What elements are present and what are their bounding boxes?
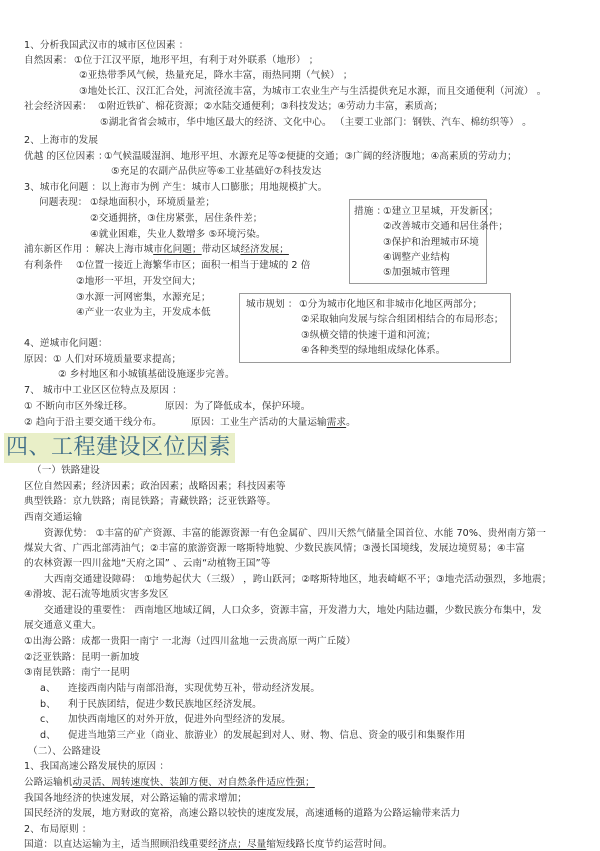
measure-4: ④调整产业结构: [383, 252, 450, 263]
measure-3: ③保护和治理城市环境: [383, 237, 479, 248]
s7-reason-2-a: 原因：工业生产活动的大量运输: [191, 417, 327, 428]
s2-title: 2、上海市的发展: [24, 135, 99, 146]
part4-heading: 四、工程建设区位因素: [4, 433, 235, 463]
s7-point-2: ② 趋向于沿主要交通干线分布。: [24, 417, 162, 428]
s1-natural-1: ①位于江汉平原，地形平坦，有利于对外联系（地形） ；: [74, 55, 319, 66]
road-p1: [24, 838, 392, 851]
road-r3: 国民经济的发展，地方财政的宽裕，高速公路以较快的速度发展，高速通畅的道路为公路运输带来活力: [24, 808, 461, 819]
s3-pudong-d: 经济发展；: [240, 244, 289, 255]
road-title: （二）、公路建设: [28, 746, 101, 757]
obstacles-2: ④滑坡、泥石流等地质灾害多发区: [24, 589, 169, 600]
s2-label: 优越 的区位因素 ：: [24, 151, 108, 162]
road-q1: 1、我国高速公路发展快的原因 ：: [24, 761, 170, 772]
s3-title: 3、城市化问题 ：以上海市为例 产生：城市人口膨胀；用地规模扩大。: [24, 182, 328, 193]
measures-box: [349, 199, 509, 284]
s4-reasons-label: 原因：: [24, 354, 54, 365]
effect-d: 促进当地第三产业（商业、旅游业）的发展起到对人、财、物、信息、资金的吸引和集聚作用: [68, 730, 466, 741]
southwest-title: 西南交通运输: [24, 512, 83, 523]
obstacles-1: 大西南交通建设障碍： ①地势起伏大（三级） ，跨山跃河；②喀斯特地区，地表崎岖不平；③地壳活动强烈，多地震；: [44, 574, 552, 585]
s7-reason-2: [191, 416, 356, 429]
s1-title: 1、分析我国武汉市的城市区位因素 ：: [24, 40, 189, 51]
rail-typical: 典型铁路：京九铁路；南昆铁路；青藏铁路；泛亚铁路等。: [24, 496, 277, 507]
road-p1-b: 济点；尽量: [217, 839, 267, 850]
s3-favorable-1: ①位置一接近上海繁华市区；面积一相当于建城的 2 倍: [76, 260, 311, 271]
planning-label: 城市规划 ：: [246, 299, 298, 310]
planning-2: ②采取轴向发展与综合组团相结合的布局形态；: [301, 314, 504, 325]
route-3: ③南昆铁路：南宁一昆明: [24, 667, 130, 678]
s1-social-1: ①附近铁矿、棉花资源；②水陆交通便利；③科技发达；④劳动力丰富，素质高；: [98, 101, 444, 112]
s3-problem-3: ④就业困难，失业人数增多 ⑤环境污染。: [90, 229, 266, 240]
s3-favorable-2: ②地形一平坦，开发空间大；: [76, 276, 202, 287]
route-2: ②泛亚铁路：昆明一新加坡: [24, 652, 140, 663]
s3-pudong: [24, 243, 303, 256]
s3-favorable-4: ④产业一农业为主，开发成本低: [76, 307, 211, 318]
s3-pudong-c: 带动区域: [201, 244, 241, 255]
s1-social-label: 社会经济因素：: [24, 101, 92, 112]
effect-b: 利于民族团结，促进少数民族地区经济发展。: [68, 699, 262, 710]
planning-4: ④各种类型的绿地组成绿化体系。: [301, 345, 446, 356]
effect-c-key: c、: [40, 714, 56, 725]
s7-reason-2-b: 需求: [326, 417, 347, 428]
effect-a-key: a、: [40, 683, 56, 694]
s3-favorable-label: 有利条件: [24, 260, 63, 271]
road-r1-b: 动灵活、周转速度快、装卸方便、对自然条件适应性强；: [72, 777, 315, 788]
planning-3: ③纵横交错的快速干道和河流；: [301, 330, 436, 341]
s7-reason-2-c: 。: [346, 417, 356, 428]
s2-line-1: ①气候温暖湿润、地形平坦、水源充足等②便捷的交通；③广阔的经济腹地；④高素质的劳动力；: [104, 151, 517, 162]
s1-natural-3: ③地处长江、汉江汇合处，河流径流丰富，为城市工农业生产与生活提供充足水源，而且交通便利（河流） 。: [79, 86, 547, 97]
road-r1-a: 公路运输机: [24, 777, 73, 788]
measure-1: ①建立卫星城，开发新区；: [383, 206, 499, 217]
s7-reason-1: 原因：为了降低成本，保护环境。: [165, 401, 311, 412]
route-1: ①出海公路：成都一贵阳一南宁 一北海（过四川盆地一云贵高原一两广丘陵）: [24, 636, 356, 647]
measure-2: ②改善城市交通和居住条件；: [383, 221, 509, 232]
s1-natural-label: 自然因素：: [24, 55, 73, 66]
planning-1: ①分为城市化地区和非城市化地区两部分；: [299, 299, 483, 310]
s3-pudong-b: 市化问题；: [153, 244, 202, 255]
effect-d-key: d、: [40, 730, 56, 741]
s3-problems-label: 问题表现：: [39, 197, 88, 208]
s3-pudong-label: 浦东新区作用 ：: [24, 244, 96, 255]
s1-natural-2: ②亚热带季风气候，热量充足，降水丰富，雨热同期（气候） ；: [79, 70, 353, 81]
s3-problem-2: ②交通拥挤，③住房紧张，居住条件差；: [90, 213, 263, 224]
s3-pudong-a: 解决上海市城: [95, 244, 154, 255]
s1-social-2: ⑤湖北省省会城市，华中地区最大的经济、文化中心。 （主要工业部门：钢铁、汽车、棉纺织等） 。: [100, 117, 532, 128]
importance-1: 交通建设的重要性： 西南地区地域辽阔，人口众多，资源丰富，开发潜力大，地处内陆边疆，少数民族分布集中，发: [44, 605, 542, 616]
s7-title: 7、 城市中工业区区位特点及原因 ：: [24, 385, 182, 396]
road-q2: 2、布局原则 ：: [24, 824, 92, 835]
importance-2: 展交通意义重大。: [24, 620, 102, 631]
rail-title: （一）铁路建设: [32, 465, 100, 476]
road-p1-c: 缩短线路长度节约运营时间。: [266, 839, 393, 850]
s3-problem-1: ①绿地面积小，环境质量差；: [90, 197, 216, 208]
s7-point-1: ① 不断向市区外缘迁移。: [24, 401, 133, 412]
resources-3: 的农林资源一四川盆地“天府之国” 、云南“动植物王国”等: [24, 558, 271, 569]
resources-1: 资源优势： ①丰富的矿产资源、丰富的能源资源一有色金属矿、四川天然气储量全国首位、水能 70%、贵州南方第一: [44, 528, 546, 539]
rail-factors: 区位自然因素；经济因素；政治因素；战略因素；科技因素等: [24, 481, 286, 492]
s2-line-2: ⑤充足的农副产品供应等⑥工业基础好⑦科技发达: [111, 166, 322, 177]
effect-a: 连接西南内陆与南部沿海，实现优势互补，带动经济发展。: [68, 683, 321, 694]
road-p1-a: 国道：以直达运输为主，适当照顾沿线重要经: [24, 839, 218, 850]
s4-title: 4、逆城市化问题：: [24, 338, 108, 349]
effect-c: 加快西南地区的对外开放，促进外向型经济的发展。: [68, 714, 291, 725]
road-r2: 我国各地经济的快速发展，对公路运输的需求增加；: [24, 793, 247, 804]
measures-label: 措施 ：: [354, 206, 387, 217]
s4-reason-2: ② 乡村地区和小城镇基础设施逐步完善。: [58, 369, 235, 380]
effect-b-key: b、: [40, 699, 56, 710]
planning-box: [239, 293, 511, 363]
s4-reason-1: ① 人们对环境质量要求提高；: [53, 354, 182, 365]
road-r1: [24, 776, 341, 789]
s3-favorable-3: ③水源一河网密集，水源充足；: [76, 292, 211, 303]
resources-2: 煤炭大省、广西北部湾油气；②丰富的旅游资源一喀斯特地貌、少数民族风情；③漫长国境线，发展边境贸易；④丰富: [24, 543, 526, 554]
measure-5: ⑤加强城市管理: [383, 267, 450, 278]
